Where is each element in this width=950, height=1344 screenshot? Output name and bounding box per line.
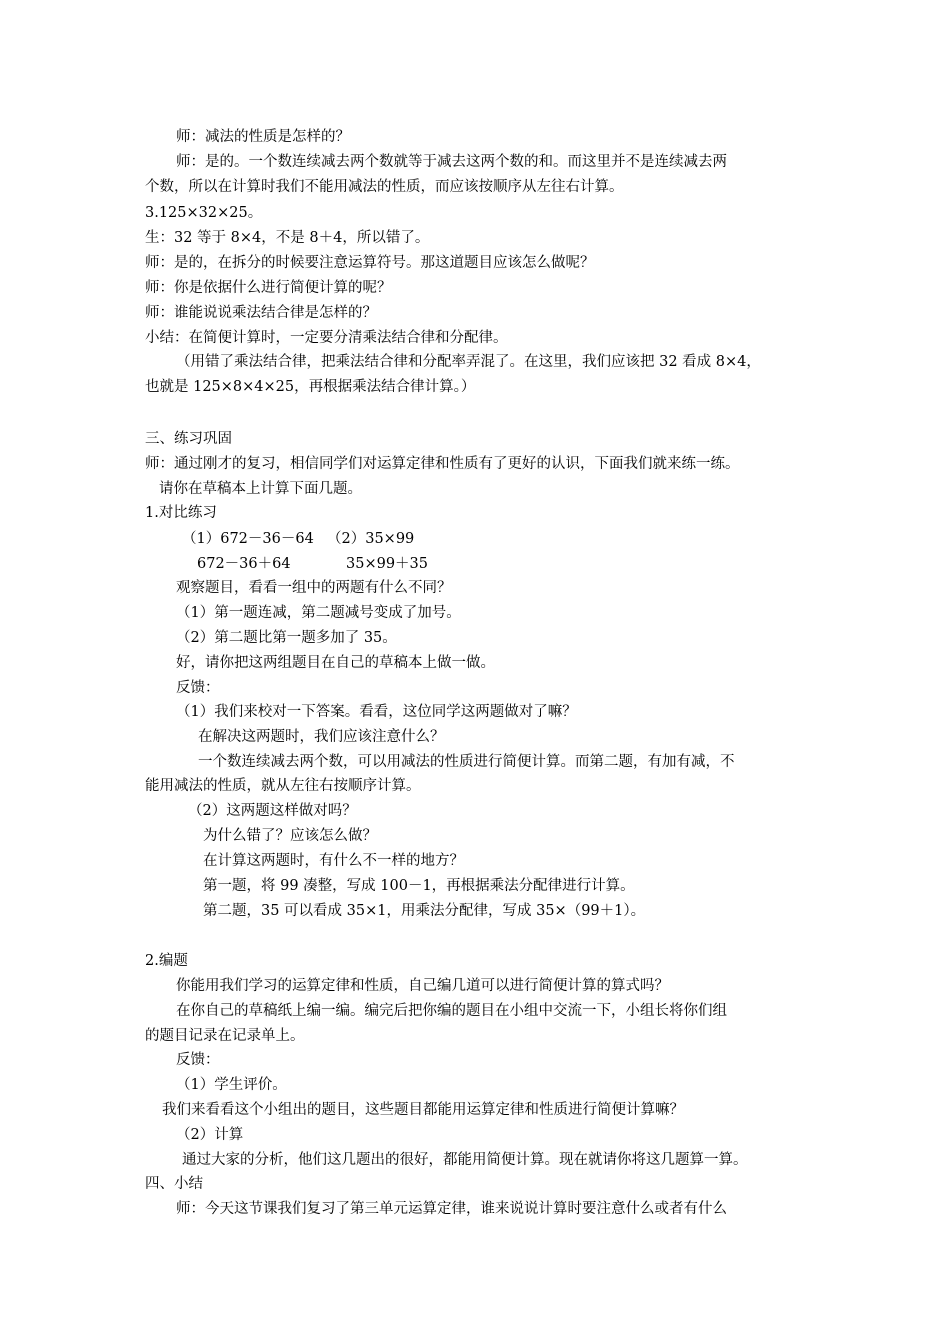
exercise-1b: 672－36＋64 [197, 556, 291, 572]
text-line: 为什么错了？应该怎么做？ [203, 828, 377, 844]
text-line: （用错了乘法结合律，把乘法结合律和分配率弄混了。在这里，我们应该把 32 看成 8×4， [176, 354, 761, 370]
text-line: 反馈： [176, 1052, 220, 1068]
exercise-1a: （1）672－36－64 [182, 531, 314, 547]
subsection-heading: 1.对比练习 [145, 505, 217, 521]
text-line: 观察题目，看看一组中的两题有什么不同？ [176, 580, 452, 596]
text-line: 也就是 125×8×4×25，再根据乘法结合律计算。） [145, 379, 476, 395]
text-line: 在解决这两题时，我们应该注意什么？ [198, 729, 445, 745]
text-line: （1）第一题连减，第二题减号变成了加号。 [176, 605, 461, 621]
text-line: （2）第二题比第一题多加了 35。 [176, 630, 397, 646]
text-line: （1）学生评价。 [176, 1077, 287, 1093]
text-line: 师：谁能说说乘法结合律是怎样的？ [145, 305, 377, 321]
text-line: 师：是的。一个数连续减去两个数就等于减去这两个数的和。而这里并不是连续减去两 [176, 154, 727, 170]
text-line: 第二题，35 可以看成 35×1，用乘法分配律，写成 35×（99＋1）。 [203, 903, 646, 919]
text-line: 师：减法的性质是怎样的？ [176, 129, 350, 145]
text-line: 的题目记录在记录单上。 [145, 1028, 305, 1044]
text-line: 通过大家的分析，他们这几题出的很好，都能用简便计算。现在就请你将这几题算一算。 [182, 1152, 748, 1168]
text-line: 一个数连续减去两个数，可以用减法的性质进行简便计算。而第二题，有加有减，不 [198, 754, 735, 770]
text-line: 好，请你把这两组题目在自己的草稿本上做一做。 [176, 655, 495, 671]
text-line: （2）这两题这样做对吗？ [188, 803, 357, 819]
text-line: 师：你是依据什么进行简便计算的呢？ [145, 280, 392, 296]
section-heading: 四、小结 [145, 1176, 203, 1192]
text-line: 师：是的，在拆分的时候要注意运算符号。那这道题目应该怎么做呢？ [145, 255, 595, 271]
text-line: 请你在草稿本上计算下面几题。 [159, 481, 362, 497]
text-line: 你能用我们学习的运算定律和性质，自己编几道可以进行简便计算的算式吗？ [176, 978, 669, 994]
exercise-2a: （2）35×99 [327, 531, 415, 547]
text-line: 在你自己的草稿纸上编一编。编完后把你编的题目在小组中交流一下，小组长将你们组 [176, 1003, 727, 1019]
text-line: 师：通过刚才的复习，相信同学们对运算定律和性质有了更好的认识，下面我们就来练一练。 [145, 456, 740, 472]
text-line: 能用减法的性质，就从左往右按顺序计算。 [145, 778, 421, 794]
text-line: 反馈： [176, 680, 220, 696]
text-line: 个数，所以在计算时我们不能用减法的性质，而应该按顺序从左往右计算。 [145, 179, 624, 195]
exercise-2b: 35×99＋35 [346, 556, 429, 572]
subsection-heading: 2.编题 [145, 953, 188, 969]
text-line: 第一题，将 99 凑整，写成 100－1，再根据乘法分配律进行计算。 [203, 878, 635, 894]
text-line: 生：32 等于 8×4，不是 8＋4，所以错了。 [145, 230, 430, 246]
text-line: 师：今天这节课我们复习了第三单元运算定律，谁来说说计算时要注意什么或者有什么 [176, 1201, 727, 1217]
text-line: 3.125×32×25。 [145, 205, 263, 221]
text-line: 在计算这两题时，有什么不一样的地方？ [203, 853, 464, 869]
text-line: （1）我们来校对一下答案。看看，这位同学这两题做对了嘛？ [176, 704, 577, 720]
text-line: （2）计算 [176, 1127, 244, 1143]
text-line: 小结：在简便计算时，一定要分清乘法结合律和分配律。 [145, 330, 508, 346]
text-line: 我们来看看这个小组出的题目，这些题目都能用运算定律和性质进行简便计算嘛？ [162, 1102, 684, 1118]
section-heading: 三、练习巩固 [145, 431, 232, 447]
